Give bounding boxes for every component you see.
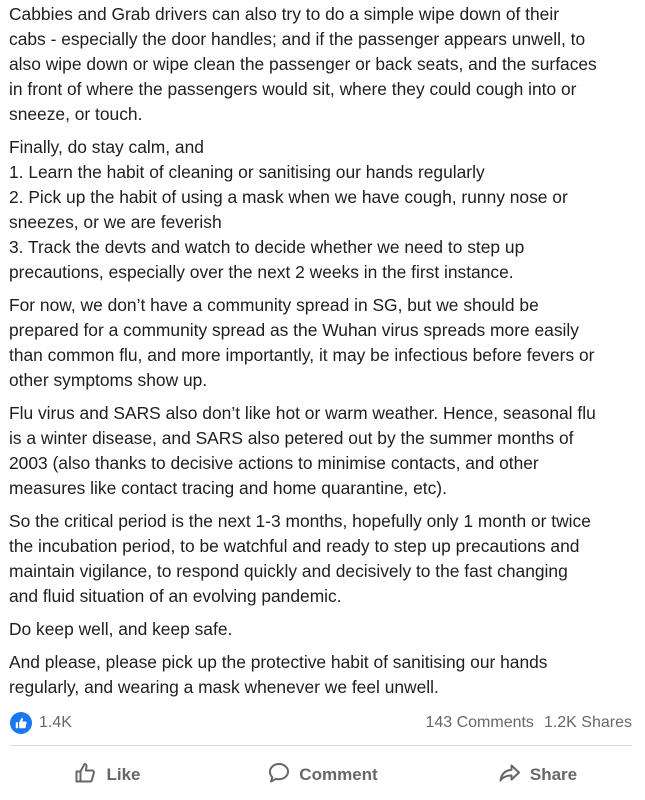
post-body (9, 2, 639, 708)
text-line: other symptoms show up. (9, 370, 208, 390)
text-line: precautions, especially over the next 2 weeks in the first instance. (9, 262, 514, 282)
text-line: sneezes, or we are feverish (9, 212, 222, 232)
post-paragraph (9, 650, 639, 700)
share-icon (498, 761, 530, 790)
reactions-summary[interactable] (10, 712, 72, 734)
text-line: Finally, do stay calm, and (9, 137, 204, 157)
reactions-count: 1.4K (39, 714, 72, 731)
post-stats (10, 712, 632, 738)
share-button[interactable] (430, 752, 645, 798)
text-line: and fluid situation of an evolving pandemic. (9, 586, 342, 606)
action-bar (0, 752, 645, 798)
post-paragraph (9, 135, 639, 285)
text-line: For now, we don’t have a community spread in SG, but we should be (9, 295, 539, 315)
shares-count[interactable]: 1.2K Shares (543, 714, 632, 731)
post-paragraph (9, 293, 639, 393)
text-line: Do keep well, and keep safe. (9, 619, 233, 639)
comment-button[interactable] (215, 752, 430, 798)
text-line: 2. Pick up the habit of using a mask when we have cough, runny nose or (9, 187, 568, 207)
post-paragraph (9, 2, 639, 127)
divider (10, 745, 632, 746)
comment-label: Comment (299, 765, 378, 784)
text-line: 3. Track the devts and watch to decide whether we need to step up (9, 237, 525, 257)
like-label: Like (106, 765, 141, 784)
text-line: And please, please pick up the protective habit of sanitising our hands (9, 652, 548, 672)
text-line: in front of where the passengers would sit, where they could cough into or (9, 79, 577, 99)
text-line: cabs - especially the door handles; and if the passenger appears unwell, to (9, 29, 586, 49)
text-line: sneeze, or touch. (9, 104, 143, 124)
post-paragraph (9, 401, 639, 501)
post-paragraph (9, 617, 639, 642)
like-button[interactable] (0, 752, 215, 798)
text-line: is a winter disease, and SARS also petered out by the summer months of (9, 428, 574, 448)
text-line: Cabbies and Grab drivers can also try to do a simple wipe down of their (9, 4, 560, 24)
text-line: maintain vigilance, to respond quickly and decisively to the fast changing (9, 561, 568, 581)
like-reaction-icon (10, 712, 32, 734)
engagement-counts (425, 714, 632, 732)
text-line: 1. Learn the habit of cleaning or sanitising our hands regularly (9, 162, 485, 182)
text-line: 2003 (also thanks to decisive actions to minimise contacts, and other (9, 453, 539, 473)
comment-icon (267, 761, 299, 790)
text-line: than common flu, and more importantly, it may be infectious before fevers or (9, 345, 595, 365)
text-line: also wipe down or wipe clean the passenger or back seats, and the surfaces (9, 54, 597, 74)
post-paragraph (9, 509, 639, 609)
text-line: Flu virus and SARS also don’t like hot or warm weather. Hence, seasonal flu (9, 403, 596, 423)
text-line: So the critical period is the next 1-3 months, hopefully only 1 month or twice (9, 511, 591, 531)
text-line: measures like contact tracing and home quarantine, etc). (9, 478, 447, 498)
share-label: Share (529, 765, 578, 784)
comments-count[interactable]: 143 Comments (425, 714, 534, 731)
text-line: the incubation period, to be watchful and ready to step up precautions and (9, 536, 580, 556)
thumbs-up-icon (74, 761, 106, 790)
text-line: regularly, and wearing a mask whenever we feel unwell. (9, 677, 439, 697)
text-line: prepared for a community spread as the Wuhan virus spreads more easily (9, 320, 579, 340)
